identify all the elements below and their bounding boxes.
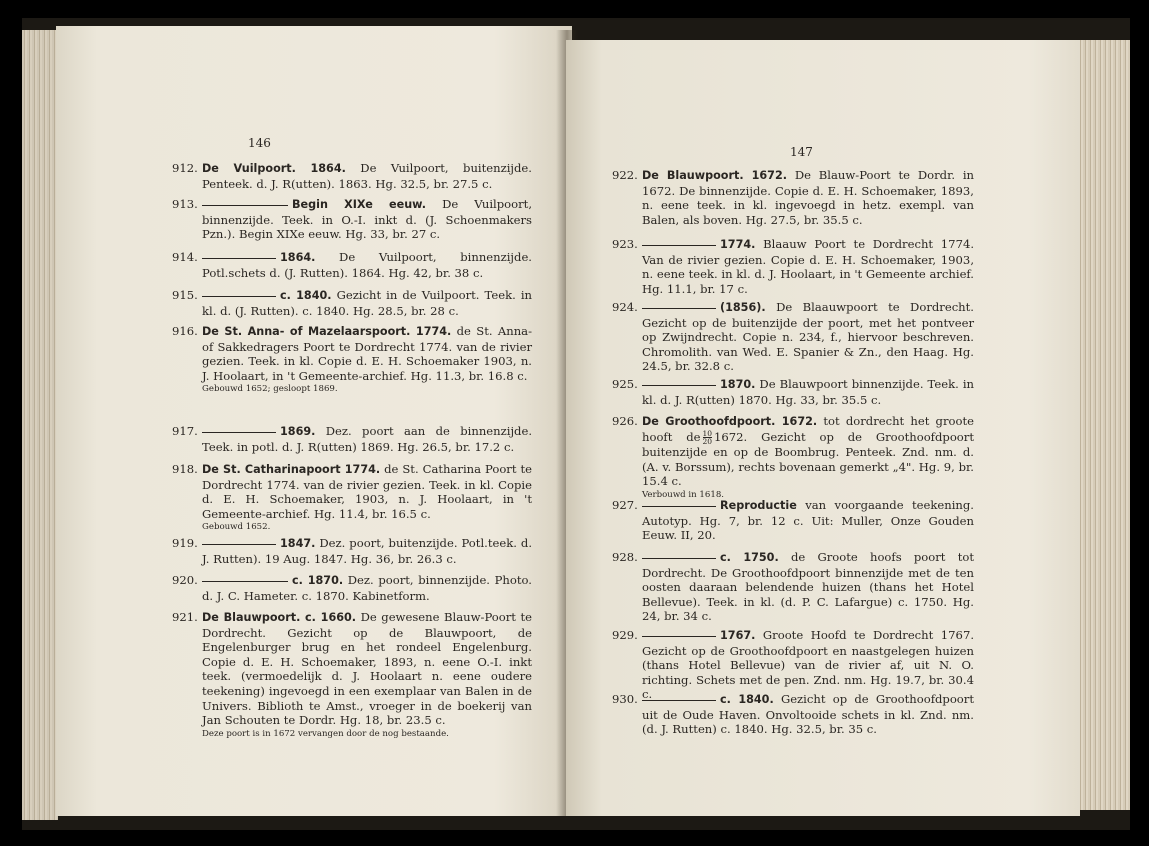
catalog-entry — [172, 424, 532, 454]
entry-number: 922. — [612, 168, 638, 182]
catalog-entry — [172, 250, 532, 280]
date-fraction — [703, 430, 713, 445]
fraction-bottom: 20 — [702, 437, 713, 447]
catalog-entry — [172, 536, 532, 566]
entry-text: Groote Hoofd te Dordrecht 1767. Gezicht op de Groothoofdpoort en naastgelegen huizen (thans Hotel Bellevue) van de rivier af, uit N. O. richting. Schets met de pen. Znd. nm. Hg. 19.7, br. 30.4 c. — [642, 628, 974, 702]
ditto-dash — [202, 258, 276, 259]
entry-text: Dez. poort aan de binnenzijde. Teek. in potl. d. J. R(utten) 1869. Hg. 26.5, br. 17.2 c. — [202, 424, 533, 454]
entry-text: De Vuilpoort, binnenzijde. Teek. in O.-I. inkt d. (J. Schoenmakers Pzn.). Begin XIXe eeuw. Hg. 33, br. 27 c. — [202, 197, 533, 242]
catalog-entry — [612, 692, 974, 737]
entry-number: 913. — [172, 197, 198, 211]
ditto-dash — [642, 385, 716, 386]
entry-number: 920. — [172, 573, 198, 587]
entry-title: Reproductie — [720, 499, 797, 512]
entry-title: De Blauwpoort. c. 1660. — [202, 611, 357, 624]
entry-number: 924. — [612, 300, 638, 314]
ditto-dash — [642, 506, 716, 507]
entry-title: De Groothoofdpoort. 1672. — [642, 415, 818, 428]
entry-number: 927. — [612, 498, 638, 512]
entry-title: Begin XIXe eeuw. — [292, 198, 427, 211]
entry-title: c. 1750. — [720, 551, 779, 564]
entry-number: 930. — [612, 692, 638, 706]
entry-title: c. 1870. — [292, 574, 344, 587]
entry-title: De St. Catharinapoort 1774. — [202, 463, 381, 476]
ditto-dash — [202, 432, 276, 433]
ditto-dash — [642, 558, 716, 559]
left-page — [56, 26, 572, 816]
entry-number: 915. — [172, 288, 198, 302]
catalog-entry — [172, 288, 532, 318]
entry-number: 914. — [172, 250, 198, 264]
entry-title: 1774. — [720, 238, 756, 251]
entry-text: Gezicht in de Vuilpoort. Teek. in kl. d. (J. Rutten). c. 1840. Hg. 28.5, br. 28 c. — [202, 288, 533, 318]
entry-text: De Blauw-Poort te Dordr. in 1672. De binnenzijde. Copie d. E. H. Schoemaker, 1893, n. eene teek. in kl. ingevoegd in hetz. exempl. van Balen, als boven. Hg. 27.5, br. 35.5 c. — [642, 168, 975, 227]
page-edges-left — [22, 30, 58, 820]
catalog-entry — [172, 573, 532, 603]
ditto-dash — [642, 308, 716, 309]
entry-text: De gewesene Blauw-Poort te Dordrecht. Gezicht op de Blauwpoort, de Engelenburger brug en het rondeel Engelenburg. Copie d. E. H. Schoemaker, 1893, n. eene O.-I. inkt teek. (vermoedelijk d. J. Hoolaart n. eene oudere teekening) ingevoegd in een exemplaar van Balen in de Univers. Biblioth te Amst., vroeger in de boekerij van Jan Schouten te Dordr. Hg. 18, br. 23.5 c. — [202, 610, 532, 728]
ditto-dash — [202, 205, 288, 206]
catalog-entry — [172, 161, 532, 191]
right-page — [566, 40, 1080, 816]
entry-text: de St. Catharina Poort te Dordrecht 1774. van de rivier gezien. Teek. in kl. Copie d. E. H. Schoemaker, 1903, n. J. Hoolaart, in 't Gemeente-archief. Hg. 11.4, br. 16.5 c. — [202, 462, 532, 521]
entry-number: 928. — [612, 550, 638, 564]
entry-note: Gebouwd 1652; gesloopt 1869. — [202, 384, 338, 395]
entry-title: 1870. — [720, 378, 756, 391]
entry-number: 929. — [612, 628, 638, 642]
entry-title: c. 1840. — [280, 289, 332, 302]
entry-text: De Vuilpoort, buitenzijde. Penteek. d. J. R(utten). 1863. Hg. 32.5, br. 27.5 c. — [202, 161, 532, 191]
entry-number: 916. — [172, 324, 198, 338]
entry-title: 1847. — [280, 537, 316, 550]
entry-note: Gebouwd 1652. — [202, 522, 271, 533]
entry-text: De Vuilpoort, binnenzijde. Potl.schets d. (J. Rutten). 1864. Hg. 42, br. 38 c. — [202, 250, 532, 280]
entry-title: c. 1840. — [720, 693, 774, 706]
entry-title: De Blauwpoort. 1672. — [642, 169, 787, 182]
catalog-entry — [612, 300, 974, 374]
entry-text: Gezicht op de Groothoofdpoort uit de Oude Haven. Onvoltooide schets in kl. Znd. nm. (d. J. Rutten) c. 1840. Hg. 32.5, br. 35 c. — [642, 692, 974, 737]
entry-title: (1856). — [720, 301, 766, 314]
catalog-entry — [612, 377, 974, 407]
fraction-top: 10 — [702, 429, 713, 439]
entry-number: 912. — [172, 161, 198, 175]
entry-text: De Blauwpoort binnenzijde. Teek. in kl. d. J. R(utten) 1870. Hg. 33, br. 35.5 c. — [642, 377, 974, 407]
entry-title: 1864. — [280, 251, 316, 264]
entry-title: De St. Anna- of Mazelaarspoort. 1774. — [202, 325, 452, 338]
entry-text-a: tot dordrecht het groote hooft de — [642, 414, 975, 444]
catalog-entry — [612, 414, 974, 501]
ditto-dash — [642, 700, 716, 701]
catalog-entry — [612, 168, 974, 227]
entry-note: Verbouwd in 1618. — [642, 489, 725, 500]
entry-title: 1767. — [720, 629, 756, 642]
entry-note: Deze poort is in 1672 vervangen door de nog bestaande. — [202, 728, 449, 739]
entry-number: 919. — [172, 536, 198, 550]
entry-text: de St. Anna- of Sakkedragers Poort te Dordrecht 1774. van de rivier gezien. Teek. in kl. Copie d. E. H. Schoemaker 1903, n. J. Hoolaart, in 't Gemeente-archief. Hg. 11.3, br. 16.8 c. — [202, 324, 532, 383]
entry-text: De Blaauwpoort te Dordrecht. Gezicht op de buitenzijde der poort, met het pontveer op Zwijndrecht. Copie n. 234, f., hiervoor beschreven. Chromolith. van Wed. E. Spanier & Zn., den Haag. Hg. 24.5, br. 32.8 c. — [642, 300, 974, 374]
page-number: 147 — [790, 145, 813, 159]
catalog-entry — [172, 610, 532, 740]
catalog-entry — [172, 197, 532, 242]
entry-text: Dez. poort, binnenzijde. Photo. d. J. C. Hameter. c. 1870. Kabinetform. — [202, 573, 532, 603]
entry-number: 917. — [172, 424, 198, 438]
catalog-entry — [172, 324, 532, 395]
page-edges-right — [1078, 40, 1130, 810]
catalog-entry — [612, 498, 974, 543]
entry-title: De Vuilpoort. 1864. — [202, 162, 346, 175]
ditto-dash — [202, 296, 276, 297]
ditto-dash — [642, 636, 716, 637]
entry-text: Dez. poort, buitenzijde. Potl.teek. d. J. Rutten). 19 Aug. 1847. Hg. 36, br. 26.3 c. — [202, 536, 533, 566]
entry-text: de Groote hoofs poort tot Dordrecht. De Groothoofdpoort binnenzijde met de ten oosten daaraan belendende huizen (thans het Hotel Bellevue). Teek. in kl. (d. P. C. Lafargue) c. 1750. Hg. 24, br. 34 c. — [642, 550, 974, 624]
entry-number: 926. — [612, 414, 638, 428]
entry-number: 923. — [612, 237, 638, 251]
catalog-entry — [612, 628, 974, 702]
page-number: 146 — [248, 136, 271, 150]
entry-text-b: 1672. Gezicht op de Groothoofdpoort buitenzijde en op de Boombrug. Penteek. Znd. nm. d. (A. v. Borssum), rechts bovenaan gemerkt „4". Hg. 9, br. 15.4 c. — [642, 429, 974, 489]
entry-text: Blaauw Poort te Dordrecht 1774. Van de rivier gezien. Copie d. E. H. Schoemaker, 1903, n. eene teek. in kl. d. J. Hoolaart, in 't Gemeente archief. Hg. 11.1, br. 17 c. — [642, 237, 975, 296]
entry-text: van voorgaande teekening. Autotyp. Hg. 7, br. 12 c. Uit: Muller, Onze Gouden Eeuw. II, 20. — [642, 498, 974, 543]
ditto-dash — [202, 544, 276, 545]
entry-number: 921. — [172, 610, 198, 624]
entry-number: 918. — [172, 462, 198, 476]
ditto-dash — [202, 581, 288, 582]
entry-number: 925. — [612, 377, 638, 391]
ditto-dash — [642, 245, 716, 246]
catalog-entry — [172, 462, 532, 533]
catalog-entry — [612, 550, 974, 624]
catalog-entry — [612, 237, 974, 296]
entry-title: 1869. — [280, 425, 316, 438]
